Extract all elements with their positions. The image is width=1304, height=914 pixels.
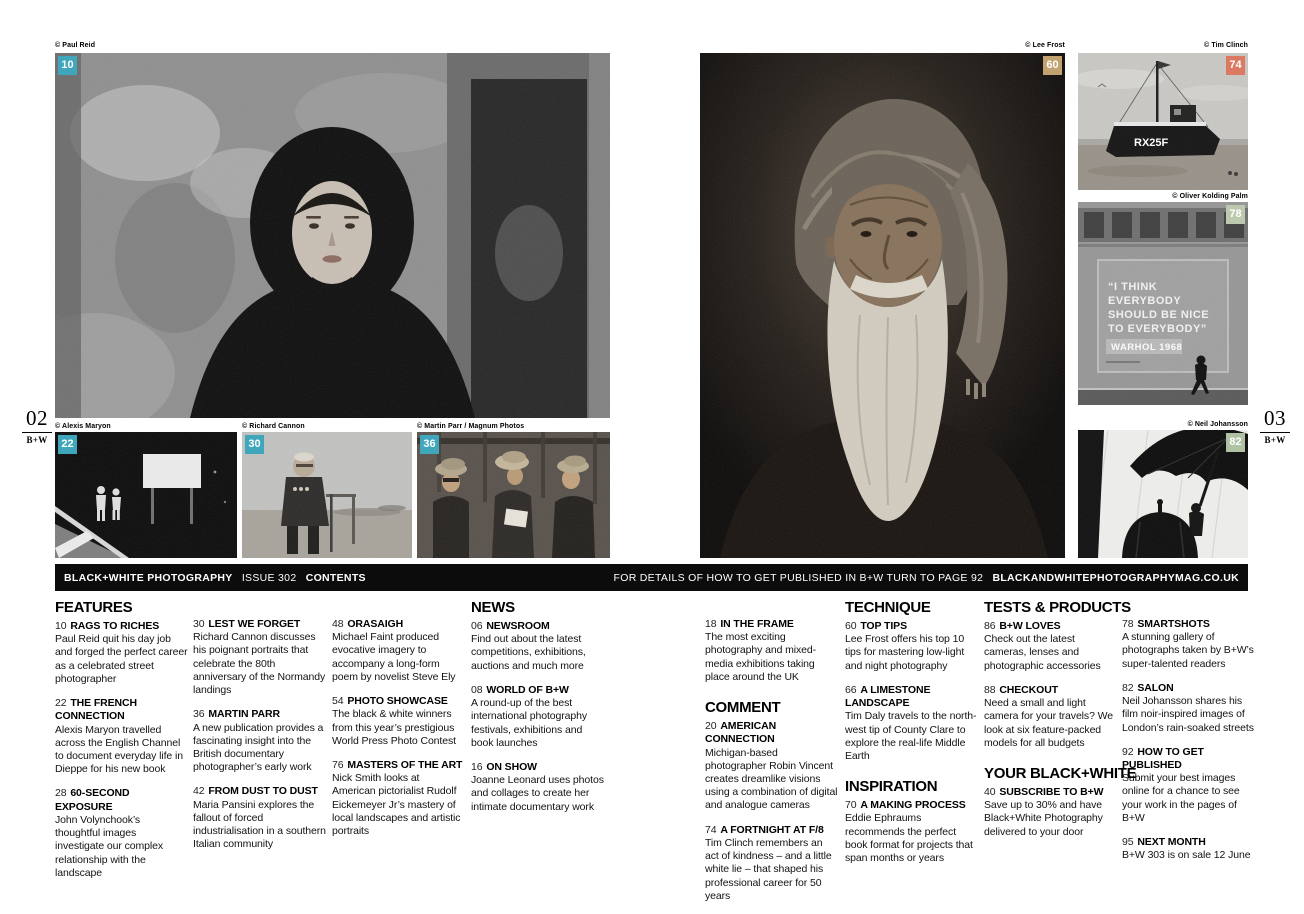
photo-82-illustration <box>1078 430 1248 558</box>
entry-page-number: 36 <box>193 708 205 721</box>
sign-line-3: SHOULD BE NICE <box>1108 309 1210 321</box>
entry-title: NEWSROOM <box>486 620 550 632</box>
entry-page-number: 82 <box>1122 681 1134 694</box>
contents-entry <box>1122 836 1255 862</box>
sign-caption: WARHOL 1968 <box>1111 342 1183 353</box>
entry-description: Richard Cannon discusses his poignant portraits that celebrate the 80th anniversary of the Normandy landings <box>193 631 326 697</box>
contents-entry <box>845 684 978 763</box>
entry-page-number: 66 <box>845 683 857 696</box>
contents-entry <box>1122 682 1255 735</box>
boat-registration: RX25F <box>1134 137 1169 149</box>
entry-page-number: 22 <box>55 697 67 710</box>
entry-page-number: 10 <box>55 620 67 632</box>
entry-page-number: 54 <box>332 695 344 708</box>
contents-entry <box>705 824 838 903</box>
contents-entry <box>332 695 465 748</box>
contents-entry <box>332 759 465 838</box>
entry-description: Maria Pansini explores the fallout of forced industrialisation in a southern Italian community <box>193 798 326 851</box>
folio-brand: B+W <box>26 435 48 445</box>
entry-description: A round-up of the best international photography festivals, exhibitions and book launches <box>471 697 588 749</box>
section-heading: FEATURES <box>55 599 133 616</box>
contents-entry <box>1122 746 1255 825</box>
photo-22-illustration <box>55 432 237 558</box>
entry-title: SALON <box>1137 681 1174 694</box>
entry-title: CHECKOUT <box>999 683 1059 696</box>
entry-page-number: 86 <box>984 620 996 632</box>
issue-label: ISSUE 302 <box>241 571 297 584</box>
entry-title: SUBSCRIBE TO B+W <box>999 785 1104 798</box>
photo-74-illustration <box>1078 53 1248 190</box>
contents-entry <box>984 684 1117 750</box>
contents-entry <box>1122 618 1255 671</box>
folio-number: 02 <box>22 406 52 433</box>
contents-columns <box>55 599 1255 902</box>
photo-22-dieppe-road <box>55 432 237 558</box>
photo-82-rain-umbrellas <box>1078 430 1248 558</box>
entry-title: A FORTNIGHT AT F/8 <box>720 823 824 836</box>
entry-page-number: 20 <box>705 720 717 733</box>
contents-entry <box>984 786 1117 839</box>
section-heading: NEWS <box>471 599 515 616</box>
entry-description: Paul Reid quit his day job and forged the perfect career as a celebrated street photographer <box>55 633 188 685</box>
entry-title: TOP TIPS <box>860 620 907 632</box>
magazine-website: BLACKANDWHITEPHOTOGRAPHYMAG.CO.UK <box>992 571 1239 584</box>
entry-description: Michigan-based photographer Robin Vincent creates dreamlike visions using a combination of digital and analogue cameras <box>705 746 838 812</box>
entry-page-number: 40 <box>984 785 996 798</box>
entry-description: Nick Smith looks at American pictorialist Rudolf Eickemeyer Jr’s mastery of local landscapes and artistic portraits <box>332 772 461 838</box>
photo-10-hooded-street-portrait <box>55 53 610 418</box>
entry-description: Eddie Ephraums recommends the perfect book format for projects that span months or years <box>845 812 973 865</box>
contents-entry <box>55 697 188 776</box>
photo-30-illustration <box>242 432 412 558</box>
entry-title: ON SHOW <box>486 760 537 773</box>
folio-number: 03 <box>1260 406 1290 433</box>
contents-entry <box>332 618 465 684</box>
contents-entry <box>471 620 604 673</box>
entry-description: Find out about the latest competitions, exhibitions, auctions and much more <box>471 633 586 672</box>
photo-78-illustration <box>1078 202 1248 405</box>
photo-30-veteran-portrait <box>242 432 412 558</box>
page-badge: 36 <box>420 435 439 454</box>
entry-page-number: 30 <box>193 618 205 630</box>
entry-page-number: 16 <box>471 760 483 773</box>
contents-entry <box>471 684 604 750</box>
entry-description: B+W 303 is on sale 12 June <box>1122 849 1251 862</box>
entry-page-number: 48 <box>332 618 344 630</box>
entry-page-number: 92 <box>1122 745 1134 758</box>
entry-description: Alexis Maryon travelled across the English Channel to document everyday life in Dieppe for his new book <box>55 723 183 776</box>
entry-page-number: 28 <box>55 787 67 800</box>
photo-credit: © Richard Cannon <box>242 423 305 430</box>
photo-10-illustration <box>55 53 610 418</box>
contents-entry <box>55 620 188 686</box>
entry-title: AMERICAN CONNECTION <box>705 720 777 746</box>
photo-74-fishing-boat <box>1078 53 1248 190</box>
entry-description: The most exciting photography and mixed-media exhibitions taking place around the UK <box>705 631 817 683</box>
photo-credit: © Neil Johansson <box>1187 421 1248 428</box>
entry-title: THE FRENCH CONNECTION <box>55 697 137 723</box>
entry-title: MARTIN PARR <box>208 708 280 721</box>
entry-title: HOW TO GET PUBLISHED <box>1122 745 1204 771</box>
contents-entry <box>845 799 978 865</box>
entry-page-number: 76 <box>332 758 344 771</box>
entry-title: MASTERS OF THE ART <box>347 758 463 771</box>
photo-credit: © Alexis Maryon <box>55 423 111 430</box>
contents-entry <box>471 761 604 814</box>
entry-title: NEXT MONTH <box>1137 836 1206 849</box>
entry-title: A LIMESTONE LANDSCAPE <box>845 683 931 710</box>
section-heading: TECHNIQUE <box>845 599 931 616</box>
entry-title: FROM DUST TO DUST <box>208 785 318 798</box>
sign-line-2: EVERYBODY <box>1108 295 1182 307</box>
entry-page-number: 06 <box>471 620 483 632</box>
sign-line-4: TO EVERYBODY” <box>1108 323 1207 335</box>
entry-description: Lee Frost offers his top 10 tips for mastering low-light and night photography <box>845 633 965 672</box>
entry-title: A MAKING PROCESS <box>860 799 966 812</box>
entry-description: The black & white winners from this year’s prestigious World Press Photo Contest <box>332 708 456 747</box>
entry-description: Neil Johansson shares his film noir-inspired images of London’s rain-soaked streets <box>1122 695 1254 734</box>
photo-36-martin-parr-men <box>417 432 610 558</box>
page-badge: 30 <box>245 435 264 454</box>
entry-page-number: 74 <box>705 823 717 836</box>
page-badge: 74 <box>1226 56 1245 75</box>
contents-entry <box>193 618 326 697</box>
entry-page-number: 95 <box>1122 836 1134 849</box>
entry-description: A stunning gallery of photographs taken by B+W’s super-talented readers <box>1122 631 1254 670</box>
section-heading: TESTS & PRODUCTS <box>984 599 1131 616</box>
photo-60-illustration <box>700 53 1065 558</box>
contents-entry <box>845 620 978 673</box>
entry-page-number: 42 <box>193 785 205 798</box>
page-number-left <box>14 406 60 445</box>
page-badge: 60 <box>1043 56 1062 75</box>
page-number-right <box>1252 406 1298 445</box>
entry-description: John Volynchook’s thoughtful images investigate our complex relationship with the landscape <box>55 813 164 879</box>
contents-entry <box>193 708 326 774</box>
entry-title: 60-SECOND EXPOSURE <box>55 787 130 813</box>
photo-36-illustration <box>417 432 610 558</box>
page-badge: 82 <box>1226 433 1245 452</box>
contents-entry <box>705 618 838 684</box>
photo-78-warhol-sign <box>1078 202 1248 405</box>
entry-title: SMARTSHOTS <box>1137 618 1210 630</box>
entry-page-number: 88 <box>984 683 996 696</box>
photo-credit: © Paul Reid <box>55 42 96 49</box>
entry-page-number: 18 <box>705 618 717 630</box>
photo-credit: © Martin Parr / Magnum Photos <box>417 423 525 430</box>
contents-entry <box>193 785 326 851</box>
entry-description: Save up to 30% and have Black+White Photography delivered to your door <box>984 799 1103 838</box>
contents-entry <box>984 620 1117 673</box>
section-heading: COMMENT <box>705 699 781 717</box>
banner-left <box>64 572 366 584</box>
entry-page-number: 08 <box>471 683 483 696</box>
contents-column <box>845 599 978 876</box>
sign-line-1: “I THINK <box>1108 281 1158 293</box>
contents-banner <box>55 564 1248 591</box>
entry-title: WORLD OF B+W <box>486 683 569 696</box>
entry-title: RAGS TO RICHES <box>70 620 160 632</box>
banner-right <box>614 572 1239 584</box>
folio-brand: B+W <box>1264 435 1286 445</box>
contents-column <box>471 599 604 825</box>
entry-title: ORASAIGH <box>347 618 404 630</box>
entry-description: Tim Daly travels to the north-west tip of County Clare to explore the real-life Middle Earth <box>845 710 977 762</box>
magazine-title: BLACK+WHITE PHOTOGRAPHY <box>64 571 233 584</box>
entry-description: A new publication provides a fascinating insight into the British documentary photographer’s early work <box>193 721 324 774</box>
entry-title: PHOTO SHOWCASE <box>347 695 448 708</box>
photo-credit: © Oliver Kolding Palm <box>1172 193 1248 200</box>
contents-label: CONTENTS <box>305 571 366 584</box>
entry-description: Joanne Leonard uses photos and collages to create her intimate documentary work <box>471 774 604 813</box>
entry-title: LEST WE FORGET <box>208 618 301 630</box>
section-heading: YOUR BLACK+WHITE <box>984 764 1137 782</box>
entry-page-number: 70 <box>845 799 857 812</box>
contents-column <box>332 599 465 849</box>
entry-description: Tim Clinch remembers an act of kindness – and a little white lie – that shaped his professional career for 50 years <box>705 836 832 902</box>
entry-title: IN THE FRAME <box>720 618 794 630</box>
page-badge: 78 <box>1226 205 1245 224</box>
contents-entry <box>55 787 188 880</box>
entry-description: Michael Faint produced evocative imagery to accompany a long-form poem by novelist Steve Ely <box>332 631 456 683</box>
entry-page-number: 60 <box>845 620 857 632</box>
contents-column <box>705 599 838 914</box>
entry-page-number: 78 <box>1122 618 1134 630</box>
contents-entry <box>705 720 838 813</box>
photo-credit: © Tim Clinch <box>1204 42 1248 49</box>
photo-credit: © Lee Frost <box>1025 42 1065 49</box>
entry-title: B+W LOVES <box>999 620 1061 632</box>
contents-column <box>193 599 326 863</box>
page-badge: 10 <box>58 56 77 75</box>
photo-60-bearded-man-portrait <box>700 53 1065 558</box>
section-heading: INSPIRATION <box>845 778 938 796</box>
get-published-note: FOR DETAILS OF HOW TO GET PUBLISHED IN B+W TURN TO PAGE 92 <box>613 571 984 584</box>
contents-column <box>55 599 188 891</box>
entry-description: Submit your best images online for a chance to see your work in the pages of B+W <box>1122 772 1240 824</box>
entry-description: Need a small and light camera for your travels? We look at six feature-packed models for all budgets <box>984 697 1113 749</box>
page-badge: 22 <box>58 435 77 454</box>
entry-description: Check out the latest cameras, lenses and photographic accessories <box>984 633 1101 672</box>
contents-column <box>1122 599 1255 874</box>
